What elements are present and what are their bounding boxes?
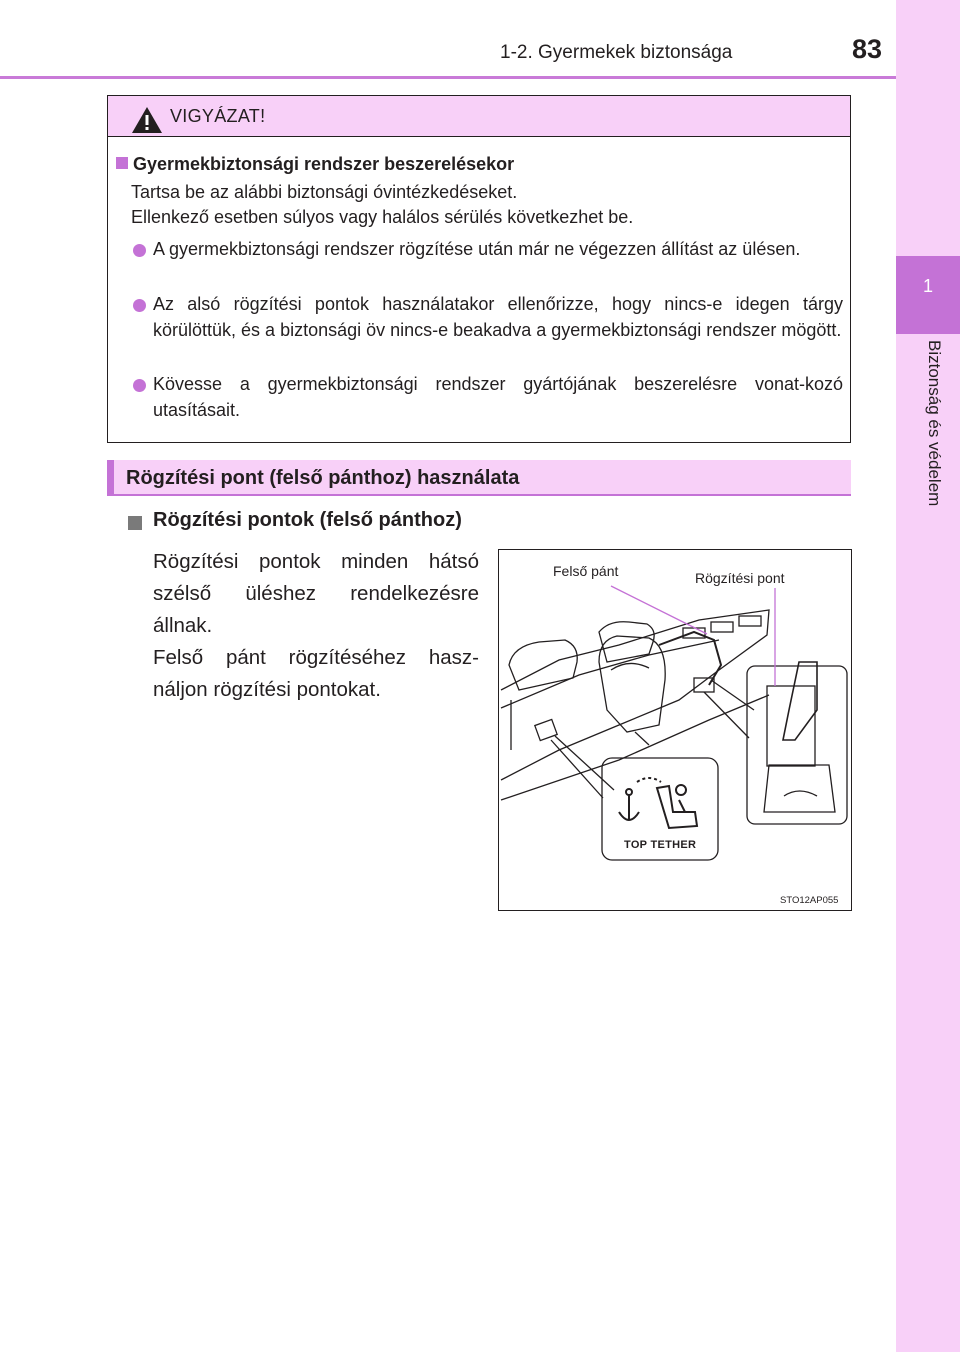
- chapter-label: Biztonság és védelem: [925, 340, 944, 507]
- label-top-strap: Felső pánt: [553, 563, 619, 579]
- bullet-dot-icon: [133, 244, 146, 257]
- section-title: Rögzítési pont (felső pánthoz) használata: [126, 467, 520, 489]
- label-anchor-point: Rögzítési pont: [695, 570, 785, 586]
- body-paragraph-2: Felső pánt rögzítéséhez hasz-náljon rögzítési pontokat.: [153, 646, 479, 701]
- bullet-dot-icon: [133, 299, 146, 312]
- running-header-section: 1-2. Gyermekek biztonsága: [500, 42, 733, 63]
- subsection-square-icon: [128, 516, 142, 530]
- caution-bullet-1: A gyermekbiztonsági rendszer rögzítése után már ne végezzen állítást az ülésen.: [153, 239, 801, 259]
- caution-box: [107, 95, 851, 443]
- caution-heading-text: Gyermekbiztonsági rendszer beszerelésekor: [133, 154, 515, 174]
- side-tab-strip: [896, 0, 960, 1352]
- subsection-title: Rögzítési pontok (felső pánthoz): [153, 509, 462, 531]
- warning-icon: [130, 105, 164, 135]
- body-paragraph-1: Rögzítési pontok minden hátsó szélső üléshez rendelkezésre állnak.: [153, 550, 479, 637]
- caution-intro-2: Ellenkező esetben súlyos vagy halálos sérülés következhet be.: [131, 207, 634, 227]
- top-tether-symbol-text: TOP TETHER: [624, 839, 697, 851]
- section-heading-band: [107, 460, 851, 496]
- tether-anchor-illustration: [499, 550, 852, 911]
- illustration-figure: [498, 549, 852, 911]
- chapter-number: 1: [922, 276, 933, 296]
- bullet-dot-icon: [133, 379, 146, 392]
- caution-title: VIGYÁZAT!: [170, 106, 266, 126]
- figure-code: STO12AP055: [780, 895, 839, 906]
- section-accent-bar: [107, 460, 114, 496]
- square-bullet-icon: [116, 157, 128, 169]
- caution-header: [108, 96, 850, 137]
- caution-intro-1: Tartsa be az alábbi biztonsági óvintézkedéseket.: [131, 182, 518, 202]
- header-rule: [0, 76, 896, 79]
- caution-bullet-2: Az alsó rögzítési pontok használatakor ellenőrizze, hogy nincs-e idegen tárgy körülöttük, és a biztonsági öv nincs-e beakadva a gyermekbiztonsági rendszer mögött.: [153, 294, 843, 340]
- page-number: 83: [852, 34, 883, 64]
- caution-heading: [116, 152, 514, 177]
- caution-bullet-3: Kövesse a gyermekbiztonsági rendszer gyártójának beszerelésre vonat-kozó utasításait.: [153, 374, 843, 420]
